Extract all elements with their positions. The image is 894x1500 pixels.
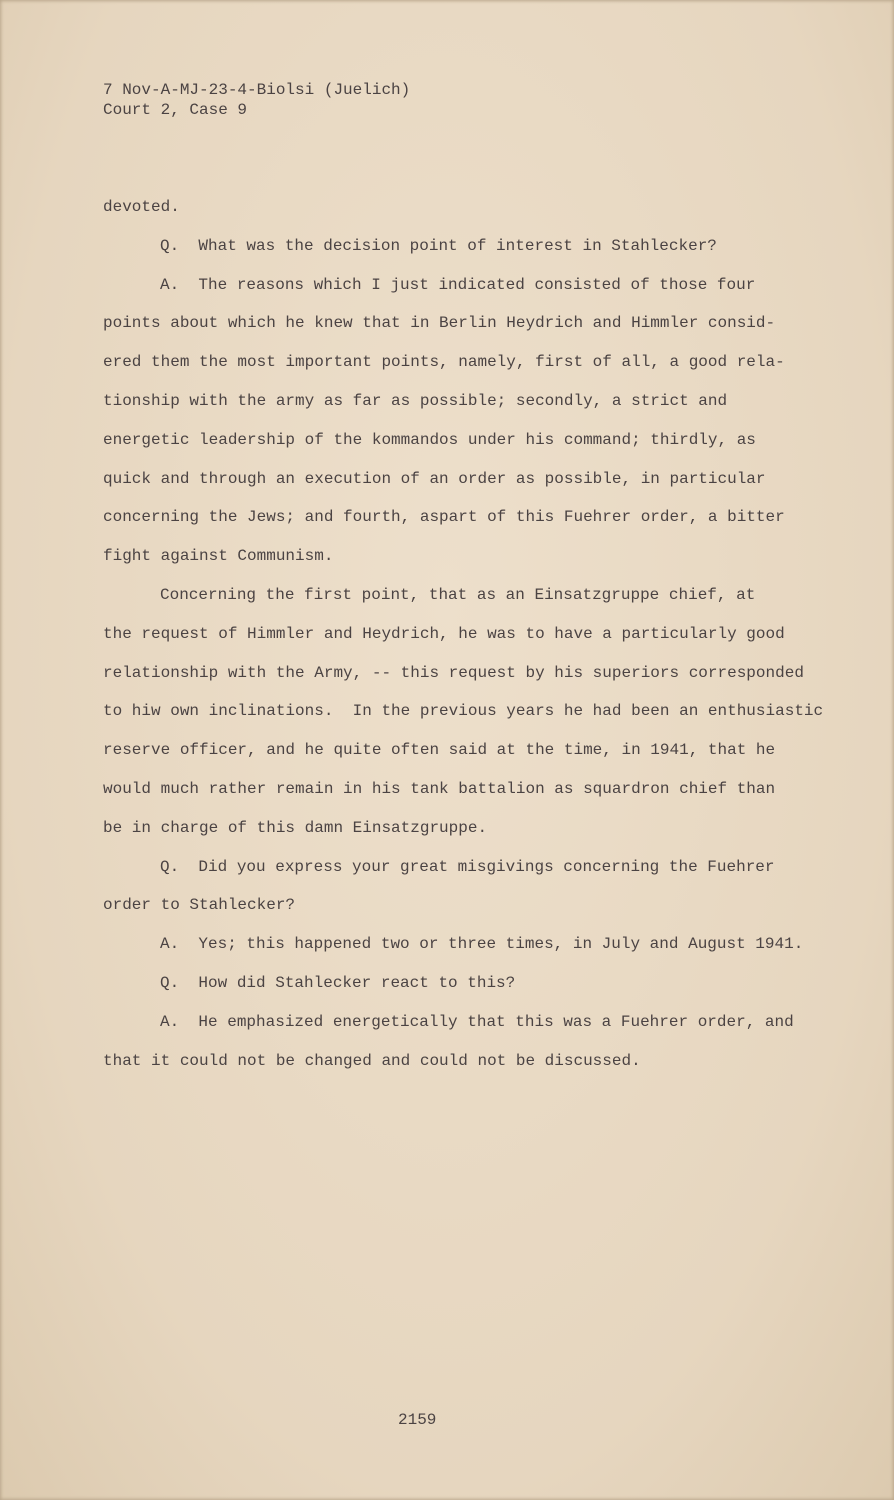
text-line: Q. Did you express your great misgivings concerning the Fuehrer xyxy=(160,857,775,876)
text-line: to hiw own inclinations. In the previous years he had been an enthusiastic xyxy=(103,702,824,721)
text-line: concerning the Jews; and fourth, aspart of this Fuehrer order, a bitter xyxy=(103,508,785,527)
text-line: fight against Communism. xyxy=(103,547,334,566)
text-line: tionship with the army as far as possible; secondly, a strict and xyxy=(103,392,728,410)
text-line: be in charge of this damn Einsatzgruppe. xyxy=(103,818,488,837)
text-line: A. The reasons which I just indicated consisted of those four xyxy=(160,275,756,294)
text-line: Concerning the first point, that as an Einsatzgruppe chief, at xyxy=(160,586,756,604)
text-line: A. He emphasized energetically that this was a Fuehrer order, and xyxy=(160,1012,794,1031)
text-line: the request of Himmler and Heydrich, he was to have a particularly good xyxy=(103,624,785,643)
page-number: 2159 xyxy=(398,1411,437,1429)
text-line: would much rather remain in his tank battalion as squardron chief than xyxy=(103,780,776,798)
text-line: order to Stahlecker? xyxy=(103,896,296,915)
text-line: points about which he knew that in Berlin Heydrich and Himmler consid- xyxy=(103,314,776,333)
text-line: Q. How did Stahlecker react to this? xyxy=(160,974,516,992)
text-line: reserve officer, and he quite often said at the time, in 1941, that he xyxy=(103,741,776,760)
text-line: devoted. xyxy=(103,198,180,216)
text-line: A. Yes; this happened two or three times, in July and August 1941. xyxy=(160,935,804,954)
text-line: ered them the most important points, namely, first of all, a good rela- xyxy=(103,353,785,372)
text-line: energetic leadership of the kommandos under his command; thirdly, as xyxy=(103,430,756,449)
text-line: Q. What was the decision point of interest in Stahlecker? xyxy=(160,236,717,255)
text-line: that it could not be changed and could not be discussed. xyxy=(103,1051,641,1070)
court-case: Court 2, Case 9 xyxy=(103,101,248,119)
text-line: quick and through an execution of an order as possible, in particular xyxy=(103,469,766,488)
text-line: relationship with the Army, -- this request by his superiors corresponded xyxy=(103,663,804,682)
document-reference: 7 Nov-A-MJ-23-4-Biolsi (Juelich) xyxy=(103,81,411,99)
